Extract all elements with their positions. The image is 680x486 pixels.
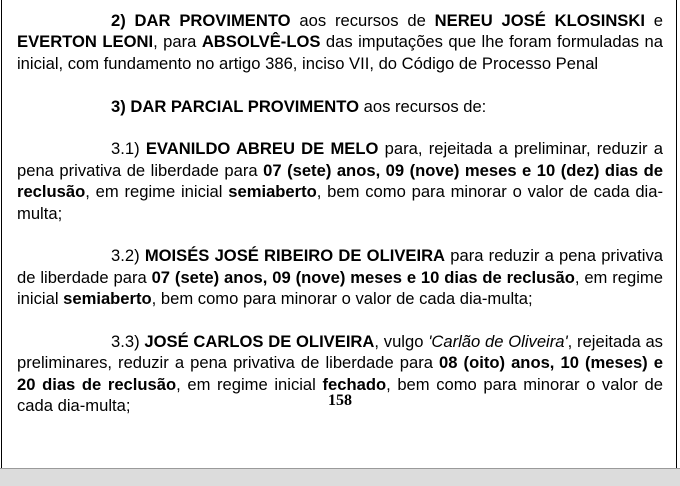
defendant-name: MOISÉS JOSÉ RIBEIRO DE OLIVEIRA [144,246,446,266]
penalty-text: 07 (sete) anos, 09 (nove) meses e 10 (dez) dias de reclusão [17,160,663,202]
paragraph-item-3-1: 3.1) EVANILDO ABREU DE MELO para, rejeitada a preliminar, reduzir a pena privativa de liberdade para 07 (sete) anos, 09 (nove) meses e 10 (dez) dias de reclusão, em regime inicial semiaberto, bem como para minorar o valor de cada dia-multa; [17,139,663,223]
paragraph-item-3-3: 3.3) JOSÉ CARLOS DE OLIVEIRA, vulgo 'Carlão de Oliveira', rejeitada as preliminares, reduzir a pena privativa de liberdade para 08 (oito) anos, 10 (meses) e 20 dias de reclusão, em regime inicial fechado, bem como para minorar o valor de cada dia-multa; [17,332,663,416]
document-body [17,10,663,417]
page-left-border [1,0,2,486]
paragraph-item-3-2: 3.2) MOISÉS JOSÉ RIBEIRO DE OLIVEIRA para reduzir a pena privativa de liberdade para 07 (sete) anos, 09 (nove) meses e 10 dias de reclusão, em regime inicial semiaberto, bem como para minorar o valor de cada dia-multa; [17,246,663,309]
defendant-name: JOSÉ CARLOS DE OLIVEIRA [144,332,375,352]
defendant-name: NEREU JOSÉ KLOSINSKI [434,11,645,30]
regime-text: semiaberto [228,182,317,202]
defendant-name: EVERTON LEONI [17,32,154,52]
page-right-border [676,0,677,486]
penalty-text: 08 (oito) anos, 10 (meses) e 20 dias de reclusão [17,353,663,394]
regime-text: semiaberto [63,289,152,309]
paragraph-item-2: 2) DAR PROVIMENTO aos recursos de NEREU JOSÉ KLOSINSKI e EVERTON LEONI, para ABSOLVÊ-LOS das imputações que lhe foram formuladas na inicial, com fundamento no artigo 386, inciso VII, do Código de Processo Penal [17,11,664,73]
defendant-name: EVANILDO ABREU DE MELO [145,139,379,159]
item-2-heading: 2) DAR PROVIMENTO [111,11,291,30]
page-break-band [0,468,680,486]
regime-text: fechado [322,374,387,394]
paragraph-item-3: 3) DAR PARCIAL PROVIMENTO aos recursos de: [111,96,487,116]
penalty-text: 07 (sete) anos, 09 (nove) meses e 10 dias de reclusão [151,267,575,287]
ruling-verb: ABSOLVÊ-LOS [201,32,321,52]
alias-text: 'Carlão de Oliveira' [428,332,568,352]
page-number: 158 [328,392,352,409]
item-3-heading: 3) DAR PARCIAL PROVIMENTO [111,96,360,116]
